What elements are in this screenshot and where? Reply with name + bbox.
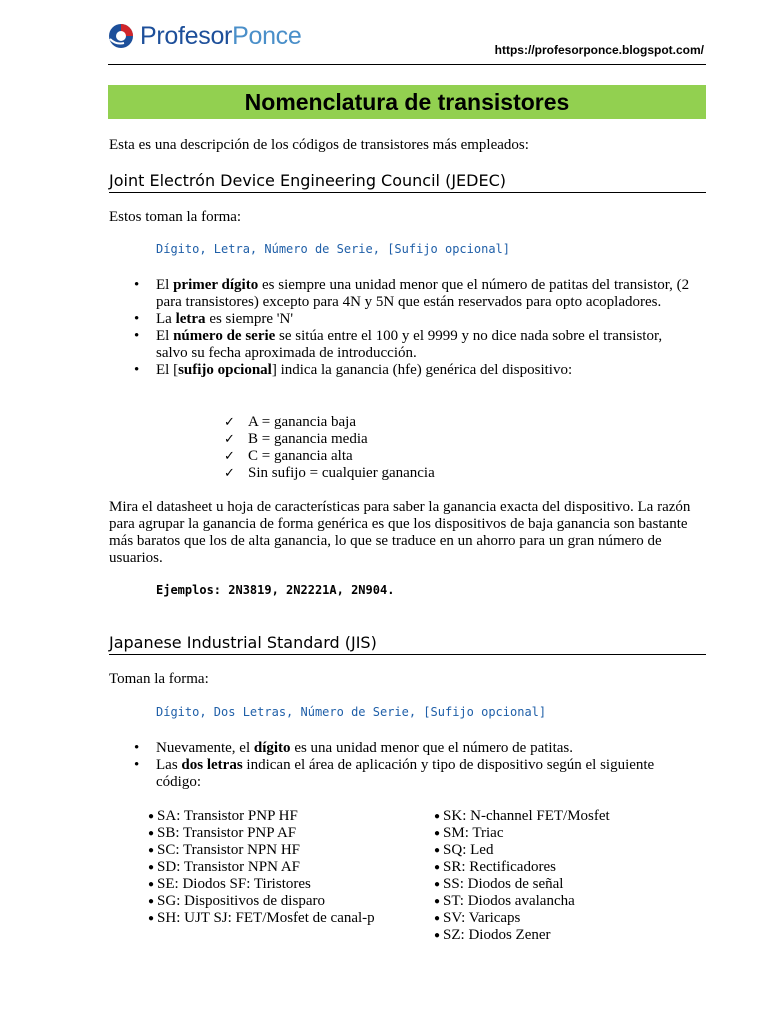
intro-text: Esta es una descripción de los códigos de transistores más empleados: <box>109 137 529 153</box>
suffix-text: B = ganancia media <box>248 431 368 447</box>
code-text: SC: Transistor NPN HF <box>157 842 301 858</box>
jedec-bullet-list <box>156 277 696 379</box>
list-item <box>156 277 696 311</box>
logo-swirl-icon <box>108 23 134 49</box>
logo-text-profesor: Profesor <box>140 22 233 50</box>
bullet-dot-icon: ● <box>434 811 441 822</box>
code-text: SH: UJT SJ: FET/Mosfet de canal-p <box>157 910 375 926</box>
code-text: SK: N-channel FET/Mosfet <box>443 808 610 824</box>
logo-text-ponce: Ponce <box>232 22 302 50</box>
code-text: SZ: Diodos Zener <box>443 927 551 943</box>
jis-format: Dígito, Dos Letras, Número de Serie, [Sufijo opcional] <box>156 705 547 719</box>
code-text: SG: Dispositivos de disparo <box>157 893 325 909</box>
jedec-format: Dígito, Letra, Número de Serie, [Sufijo opcional] <box>156 242 511 256</box>
list-item <box>156 757 686 791</box>
code-item <box>434 927 610 944</box>
bullet-text: es siempre 'N' <box>205 311 294 327</box>
bullet-bold: dos letras <box>181 757 243 773</box>
bullet-dot-icon: ● <box>148 862 155 873</box>
list-item <box>156 328 696 362</box>
code-item <box>148 825 375 842</box>
code-item <box>434 808 610 825</box>
jis-bullet-list <box>156 740 686 791</box>
list-item <box>224 448 435 465</box>
list-item <box>224 431 435 448</box>
code-text: SD: Transistor NPN AF <box>157 859 301 875</box>
bullet-dot-icon: ● <box>434 930 441 941</box>
jedec-heading: Joint Electrón Device Engineering Council (JEDEC) <box>109 170 706 193</box>
code-text: SS: Diodos de señal <box>443 876 564 892</box>
logo-text <box>140 21 301 51</box>
suffix-checklist <box>224 414 435 482</box>
bullet-dot-icon: ● <box>148 913 155 924</box>
bullet-dot-icon: ● <box>434 828 441 839</box>
page-title: Nomenclatura de transistores <box>244 88 570 115</box>
bullet-text: es una unidad menor que el número de patitas. <box>290 740 573 756</box>
code-item <box>148 859 375 876</box>
bullet-text: se sitúa entre el 100 y el 9999 y no dice nada sobre el transistor, salvo su fecha aproximada de introducción. <box>156 328 663 361</box>
code-item <box>434 876 610 893</box>
bullet-text: La <box>156 311 176 327</box>
bullet-text: es siempre una unidad menor que el número de patitas del transistor, (2 para transistores) excepto para 4N y 5N que están reservados para opto acopladores. <box>156 277 690 310</box>
code-text: SM: Triac <box>443 825 504 841</box>
checkmark-icon: ✓ <box>224 415 235 430</box>
code-text: SA: Transistor PNP HF <box>157 808 298 824</box>
bullet-text: El <box>156 328 174 344</box>
code-item <box>148 910 375 927</box>
bullet-text: Nuevamente, el <box>156 740 254 756</box>
code-item <box>148 842 375 859</box>
list-item <box>224 465 435 482</box>
jis-codes-left <box>148 808 375 927</box>
bullet-dot-icon: ● <box>148 828 155 839</box>
bullet-dot-icon: ● <box>434 896 441 907</box>
code-text: SR: Rectificadores <box>443 859 556 875</box>
bullet-bold: letra <box>175 311 206 327</box>
list-item <box>156 362 696 379</box>
jis-heading: Japanese Industrial Standard (JIS) <box>109 632 706 655</box>
checkmark-icon: ✓ <box>224 466 235 481</box>
bullet-text: El [ <box>156 362 179 378</box>
code-item <box>434 893 610 910</box>
suffix-text: C = ganancia alta <box>248 448 353 464</box>
bullet-dot-icon: ● <box>148 896 155 907</box>
bullet-text: indican el área de aplicación y tipo de dispositivo según el siguiente código: <box>156 757 655 790</box>
bullet-dot-icon: ● <box>148 811 155 822</box>
code-item <box>434 910 610 927</box>
bullet-bold: primer dígito <box>173 277 259 293</box>
bullet-bold: dígito <box>253 740 291 756</box>
checkmark-icon: ✓ <box>224 432 235 447</box>
bullet-dot-icon: ● <box>148 845 155 856</box>
bullet-text: El <box>156 277 174 293</box>
code-text: ST: Diodos avalancha <box>443 893 575 909</box>
code-text: SQ: Led <box>443 842 494 858</box>
suffix-text: Sin sufijo = cualquier ganancia <box>248 465 435 481</box>
bullet-dot-icon: ● <box>434 845 441 856</box>
bullet-dot-icon: ● <box>434 913 441 924</box>
list-item <box>156 311 696 328</box>
code-text: SE: Diodos SF: Tiristores <box>157 876 311 892</box>
jis-codes-right <box>434 808 610 944</box>
title-banner <box>108 85 706 119</box>
code-text: SV: Varicaps <box>443 910 521 926</box>
code-item <box>148 893 375 910</box>
gain-paragraph: Mira el datasheet u hoja de características para saber la ganancia exacta del dispositivo. La razón para agrupar la ganancia de forma genérica es que los dispositivos de baja ganancia son bastante más baratos que los de alta ganancia, lo que se traduce en un ahorro para un gran número de usuarios. <box>109 499 691 566</box>
jedec-examples: Ejemplos: 2N3819, 2N2221A, 2N904. <box>156 583 395 597</box>
checkmark-icon: ✓ <box>224 449 235 464</box>
jis-form-intro: Toman la forma: <box>109 671 209 687</box>
bullet-dot-icon: ● <box>148 879 155 890</box>
bullet-text: Las <box>156 757 182 773</box>
bullet-bold: sufijo opcional <box>178 362 272 378</box>
bullet-dot-icon: ● <box>434 862 441 873</box>
profesorponce-logo[interactable] <box>108 20 301 52</box>
list-item <box>156 740 686 757</box>
code-item <box>148 876 375 893</box>
jedec-form-intro: Estos toman la forma: <box>109 209 242 225</box>
blog-url-link[interactable]: https://profesorponce.blogspot.com/ <box>494 43 704 57</box>
header-divider <box>108 64 706 65</box>
bullet-text: ] indica la ganancia (hfe) genérica del dispositivo: <box>271 362 573 378</box>
code-item <box>434 842 610 859</box>
code-item <box>434 859 610 876</box>
code-item <box>434 825 610 842</box>
bullet-dot-icon: ● <box>434 879 441 890</box>
bullet-bold: número de serie <box>173 328 276 344</box>
suffix-text: A = ganancia baja <box>248 414 356 430</box>
list-item <box>224 414 435 431</box>
code-item <box>148 808 375 825</box>
code-text: SB: Transistor PNP AF <box>157 825 297 841</box>
